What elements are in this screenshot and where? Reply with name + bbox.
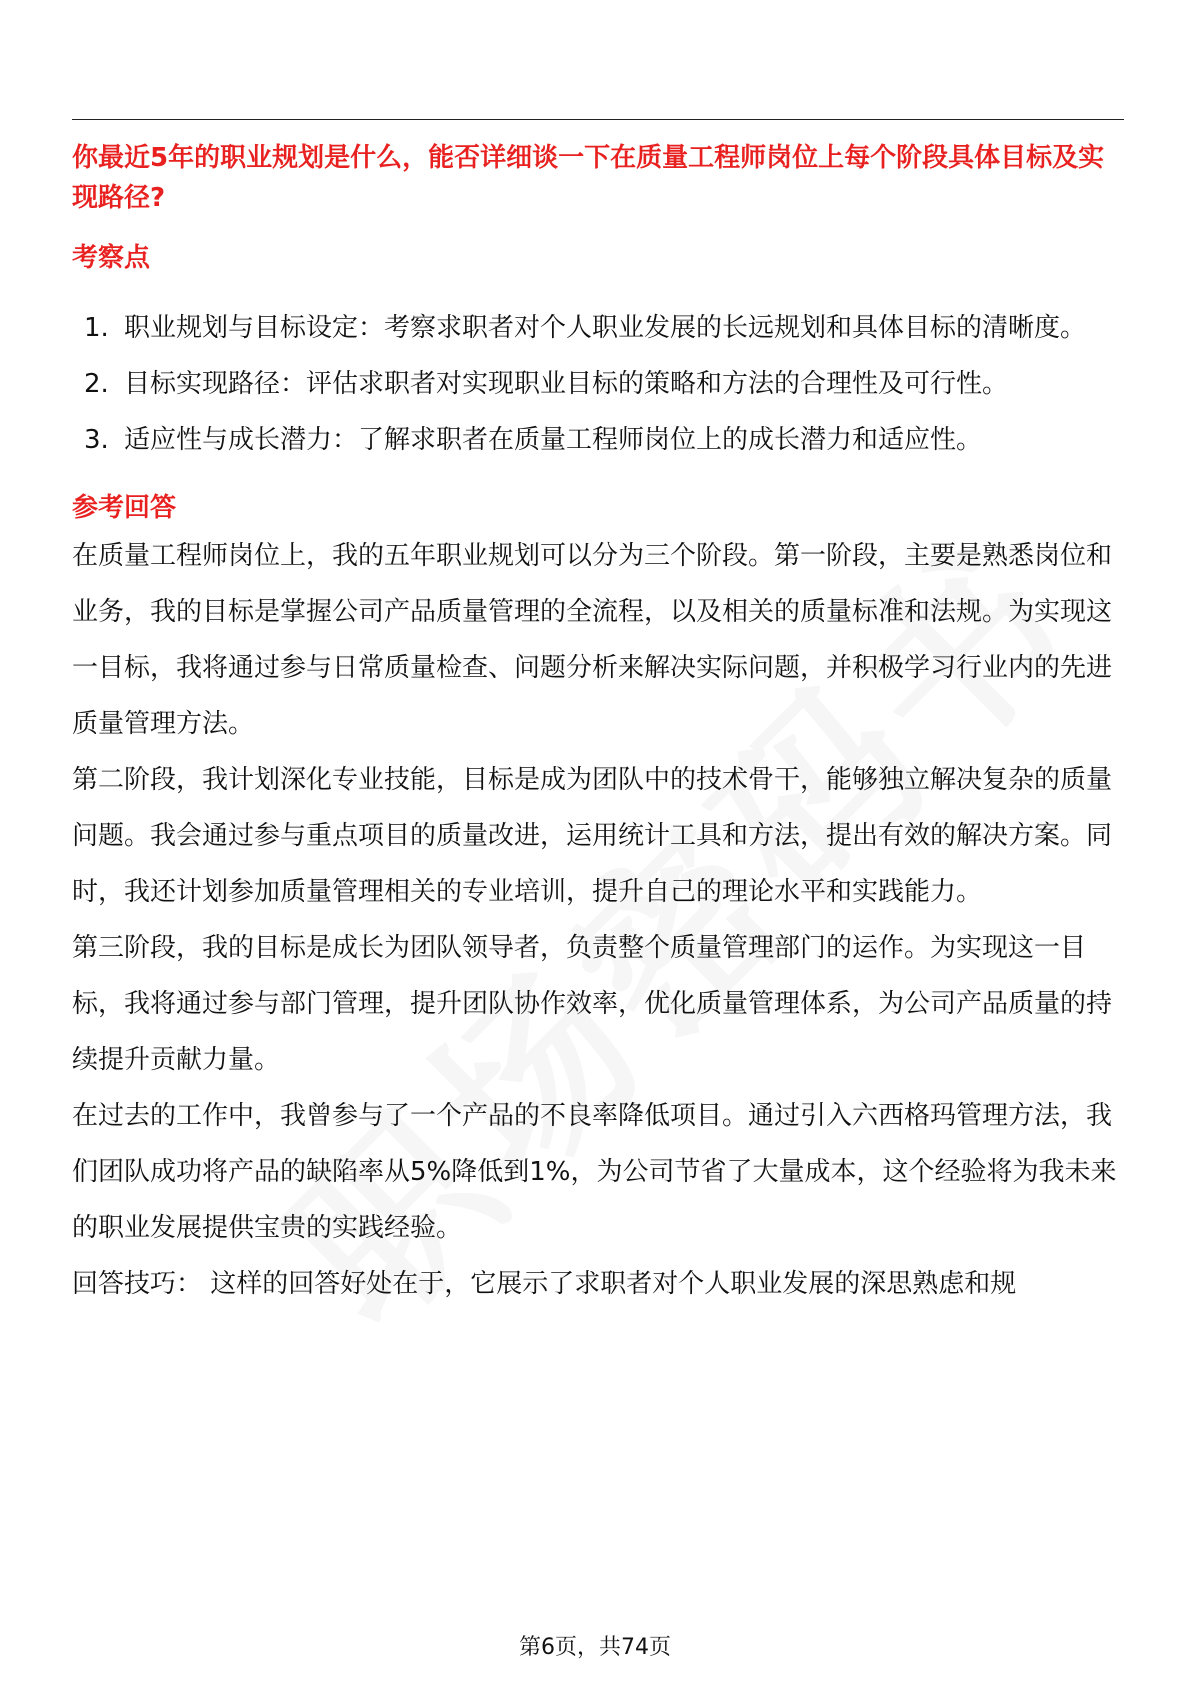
answer-paragraph: 在质量工程师岗位上，我的五年职业规划可以分为三个阶段。第一阶段，主要是熟悉岗位和业务，我的目标是掌握公司产品质量管理的全流程，以及相关的质量标准和法规。为实现这一目标，我将通过参与日常质量检查、问题分析来解决实际问题，并积极学习行业内的先进质量管理方法。 bbox=[72, 541, 1113, 739]
list-item bbox=[72, 356, 1124, 412]
page-content bbox=[72, 138, 1124, 1312]
page-number-footer: 第6页，共74页 bbox=[519, 1635, 671, 1660]
list-number: 2. bbox=[84, 369, 109, 399]
list-number: 1. bbox=[84, 313, 109, 343]
list-item-text: 职业规划与目标设定：考察求职者对个人职业发展的长远规划和具体目标的清晰度。 bbox=[124, 313, 1087, 343]
answer-paragraph: 在过去的工作中，我曾参与了一个产品的不良率降低项目。通过引入六西格玛管理方法，我们团队成功将产品的缺陷率从5%降低到1%，为公司节省了大量成本，这个经验将为我未来的职业发展提供宝贵的实践经验。 bbox=[72, 1101, 1117, 1243]
list-item bbox=[72, 412, 1124, 468]
answer-paragraph: 第二阶段，我计划深化专业技能，目标是成为团队中的技术骨干，能够独立解决复杂的质量问题。我会通过参与重点项目的质量改进，运用统计工具和方法，提出有效的解决方案。同时，我还计划参加质量管理相关的专业培训，提升自己的理论水平和实践能力。 bbox=[72, 765, 1113, 907]
section-heading-answer: 参考回答 bbox=[72, 493, 177, 523]
section-heading-points: 考察点 bbox=[72, 243, 151, 273]
question-title: 你最近5年的职业规划是什么，能否详细谈一下在质量工程师岗位上每个阶段具体目标及实现路径? bbox=[72, 143, 1105, 213]
list-item-text: 适应性与成长潜力：了解求职者在质量工程师岗位上的成长潜力和适应性。 bbox=[124, 425, 983, 455]
list-item bbox=[72, 300, 1124, 356]
list-item-text: 目标实现路径：评估求职者对实现职业目标的策略和方法的合理性及可行性。 bbox=[124, 369, 1009, 399]
answer-tips-paragraph: 回答技巧： 这样的回答好处在于，它展示了求职者对个人职业发展的深思熟虑和规 bbox=[72, 1269, 1017, 1299]
points-list bbox=[72, 300, 1124, 468]
answer-paragraph: 第三阶段，我的目标是成长为团队领导者，负责整个质量管理部门的运作。为实现这一目标，我将通过参与部门管理，提升团队协作效率，优化质量管理体系，为公司产品质量的持续提升贡献力量。 bbox=[72, 933, 1113, 1075]
list-number: 3. bbox=[84, 425, 109, 455]
top-rule bbox=[72, 119, 1124, 120]
